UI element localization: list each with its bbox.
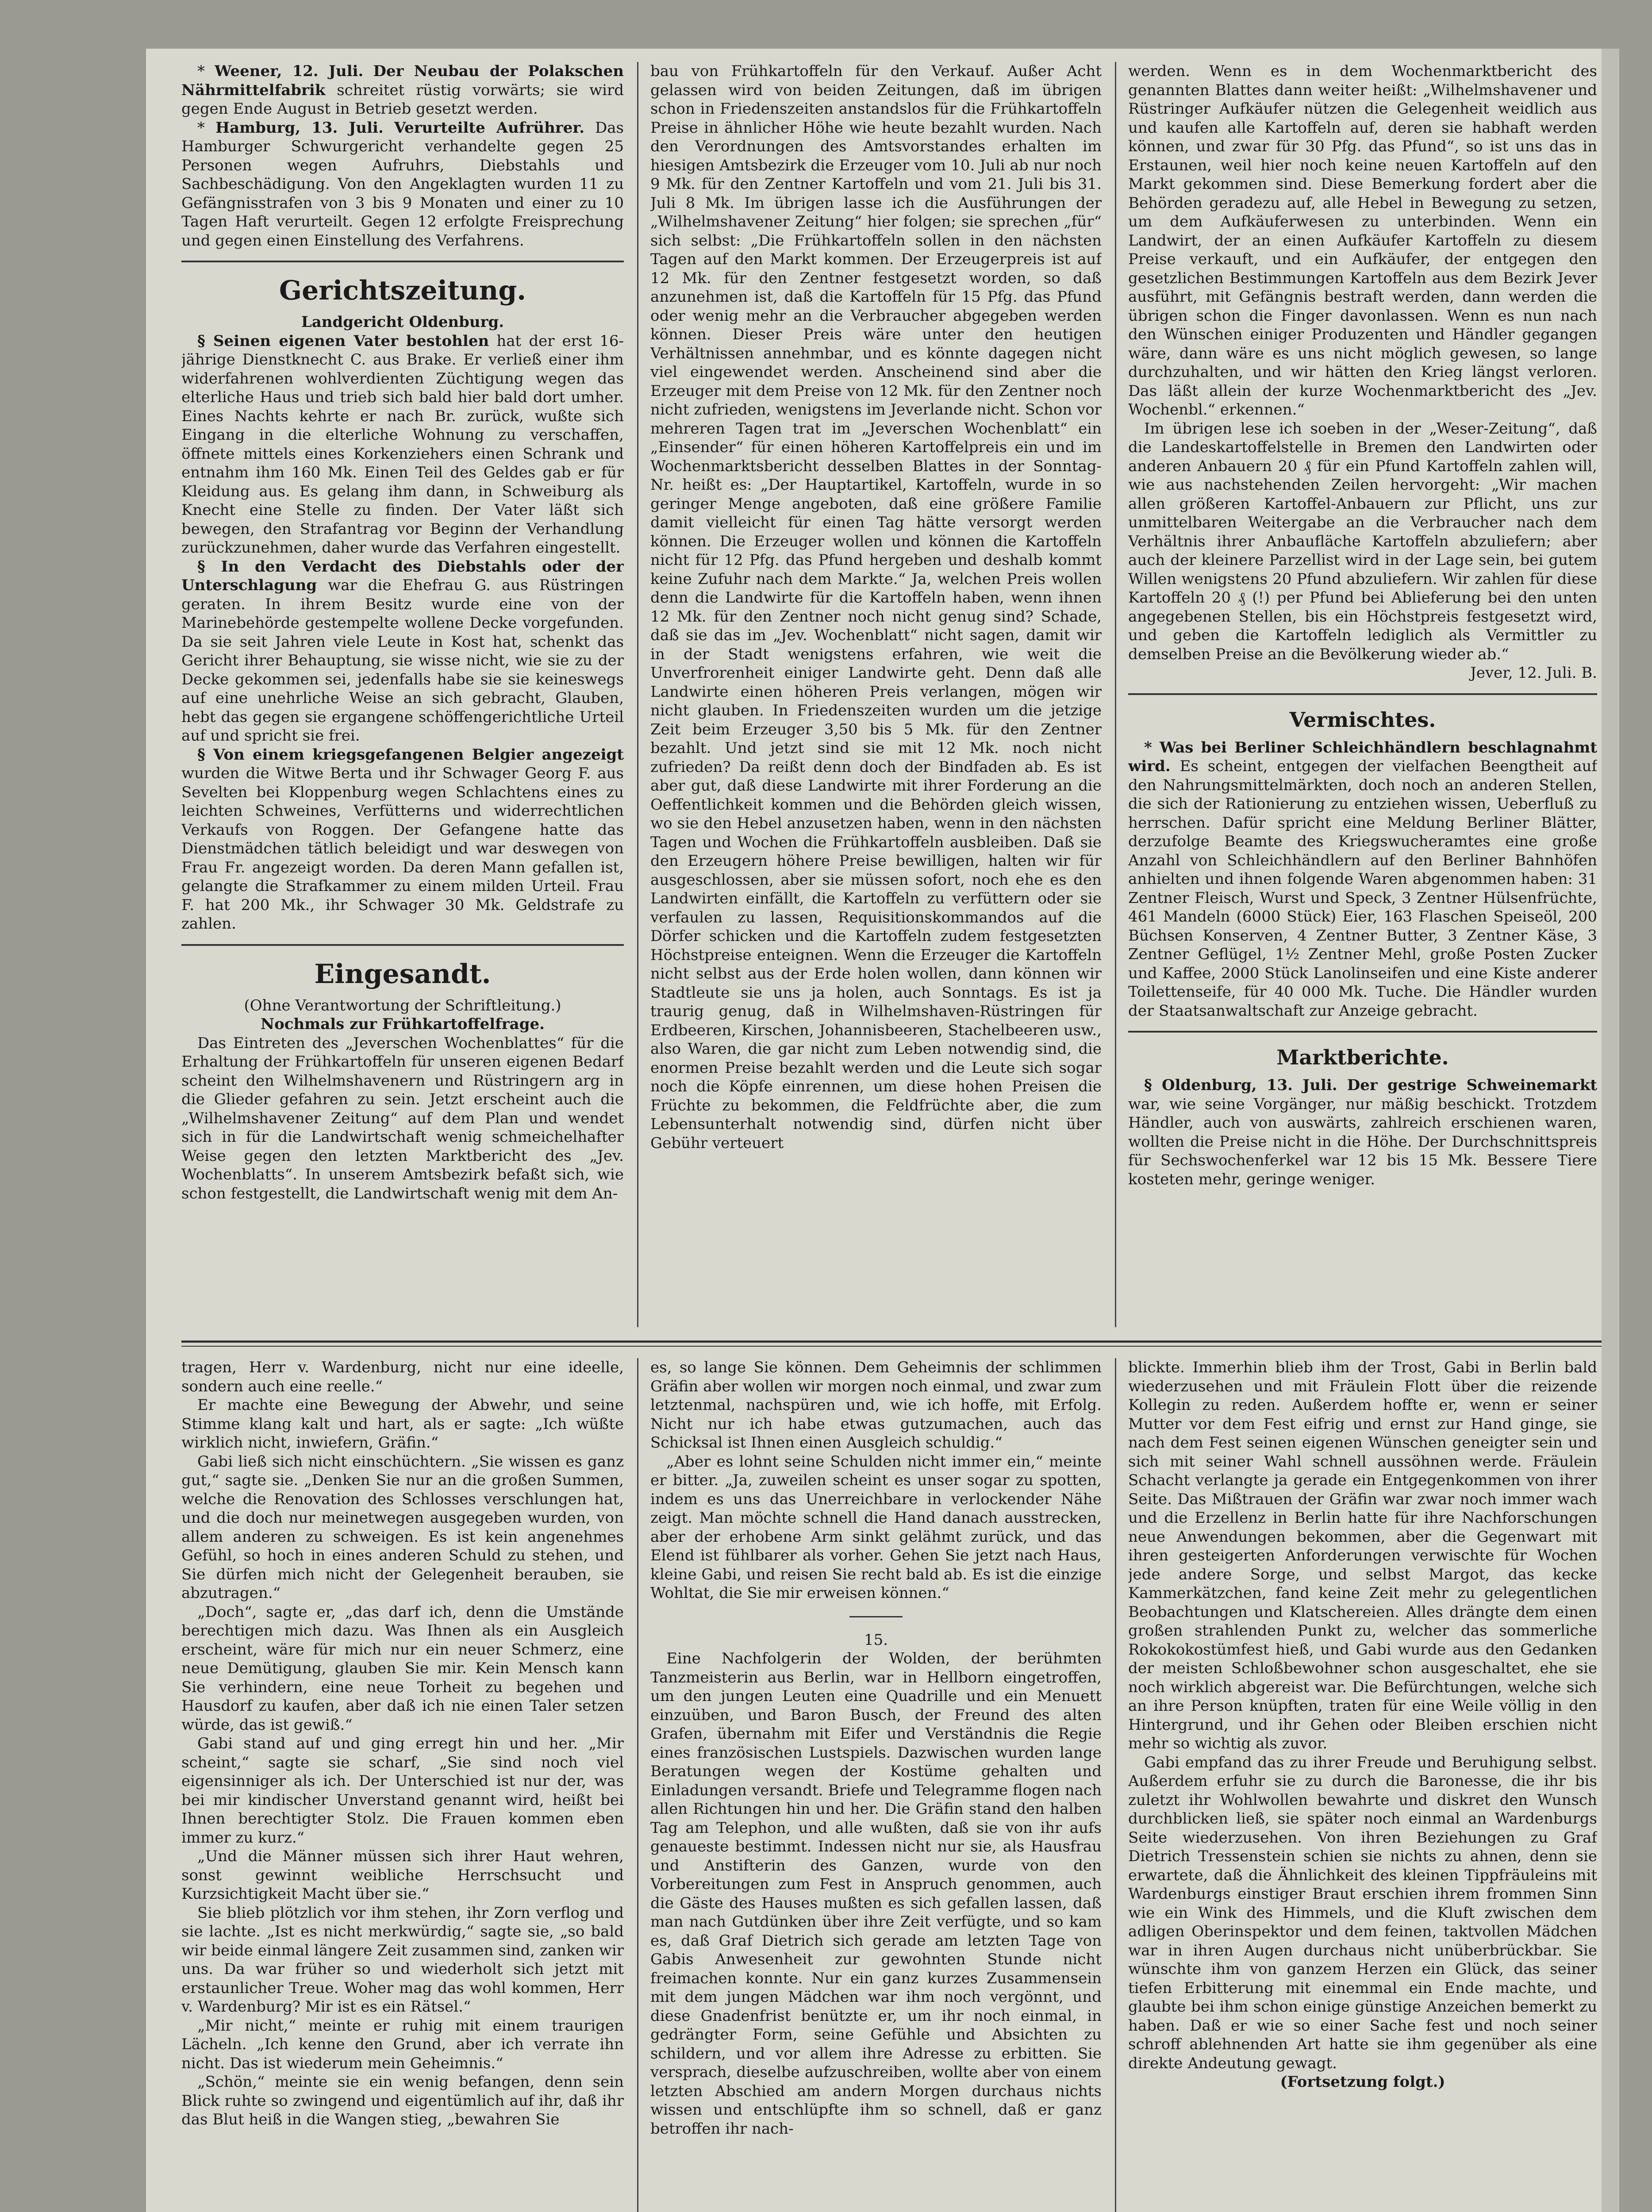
court-case-3 xyxy=(181,745,624,933)
news-hamburg-text: Das Hamburger Schwurgericht verhandelte gegen 25 Personen wegen Aufruhrs, Diebstahls und Sachbeschädigung. Von den Angeklagten wurden 11 zu Gefängnisstrafen von 3 bis 9 Monaten und einer zu 10 Tagen Haft verurteilt. Gegen 12 erfolgte Freisprechung und gegen einen Einstellung des Verfahrens. xyxy=(181,119,624,250)
chapter-number: 15. xyxy=(864,1631,888,1649)
court-title: Gerichtszeitung. xyxy=(279,275,526,306)
market-report xyxy=(1128,1076,1597,1189)
top-column-3 xyxy=(1128,62,1597,1332)
novel-paragraph: blickte. Immerhin blieb ihm der Trost, Gabi in Berlin bald wiederzusehen und mit Fräulein Flott über die reizende Kollegin zu reden. Außerdem hoffte er, wenn er seiner Mutter vor dem Fest eifrig und ernst zur Hand ginge, sie nach dem Fest seinen eigenen Wünschen geneigter sein und sich mit seiner Wahl schnell aussöhnen werde. Fräulein Schacht verlangte ja gerade ein Entgegenkommen von ihrer Seite. Das Mißtrauen der Gräfin war zwar noch immer wach und die Erzellenz in Berlin hatte für ihre Nachforschungen neue Anwendungen bekommen, aber die Gegenwart mit ihren gesteigerten Anforderungen verwischte für Wochen jede andere Sorge, und selbst Margot, das kecke Kammerkätzchen, fand keine Zeit mehr zu gelegentlichen Beobachtungen und Klatschereien. Alles drängte dem einen großen strahlenden Punkt zu, welcher das sommerliche Rokokokostümfest hieß, und Gabi wurde aus den Gedanken der meisten Schloßbewohner schon ausgeschaltet, ehe sie noch wirklich abgereist war. Die Befürchtungen, welche sich an ihre Person knüpften, traten für eine Weile völlig in den Hintergrund, und ihr Gehen oder Bleiben erschien nicht mehr so wichtig als zuvor. xyxy=(1128,1359,1597,1752)
novel-paragraph: Gabi ließ sich nicht einschüchtern. „Sie wissen es ganz gut,“ sagte sie. „Denken Sie nur an die großen Summen, welche die Renovation des Schlosses verschlungen hat, und die doch nur meinetwegen ausgegeben wurden, von allem anderen zu schweigen. Es ist kein angenehmes Gefühl, so hoch in eines anderen Schuld zu stehen, und Sie dürfen mich nicht der Gelegenheit berauben, sie abzutragen.“ xyxy=(181,1452,624,1602)
letter-signature: Jever, 12. Juli. B. xyxy=(1470,664,1597,682)
court-case-1-text: hat der erst 16-jährige Dienstknecht C. aus Brake. Er verließ einer ihm widerfahrenen wohlverdienten Züchtigung wegen das elterliche Haus und trieb sich bald hier bald dort umher. Eines Nachts kehrte er nach Br. zurück, wußte sich Eingang in die elterliche Wohnung zu verschaffen, öffnete mittels eines Korkenziehers einen Schrank und entnahm ihm 160 Mk. Einen Teil des Geldes gab er für Kleidung aus. Es gelang ihm dann, in Schweiburg als Knecht eine Stelle zu finden. Der Vater läßt sich bewegen, den Strafantrag vor Beginn der Verhandlung zurückzunehmen, daher wurde das Verfahren eingestellt. xyxy=(181,332,624,557)
novel-paragraph: Eine Nachfolgerin der Wolden, der berühmten Tanzmeisterin aus Berlin, war in Hellborn eingetroffen, um den jungen Leuten eine Quadrille und ein Menuett einzuüben, und Baron Busch, der Freund des alten Grafen, übernahm mit Eifer und Verständnis die Regie eines französischen Lustspiels. Dazwischen wurden lange Beratungen wegen der Kostüme gehalten und Einladungen versandt. Briefe und Telegramme flogen nach allen Richtungen hin und her. Die Gräfin stand den halben Tag am Telephon, und alle wußten, daß sie von ihr aufs genaueste bestimmt. Indessen nicht nur sie, als Hausfrau und Anstifterin des Ganzen, wurde von den Vorbereitungen zum Fest in Anspruch genommen, auch die Gäste des Hauses mußten es sich gefallen lassen, daß man nach Gutdünken über ihre Zeit verfügte, und so kam es, daß Graf Dietrich sich gerade am letzten Tage von Gabis Anwesenheit zur gewohnten Stunde nicht freimachen konnte. Nur ein ganz kurzes Zusammensein mit dem jungen Mädchen war ihm noch vergönnt, und diese Gnadenfrist benützte er, um ihr noch einmal, in gedrängter Form, seine Gefühle und Absichten zu schildern, und vor allem ihre Adresse zu erbitten. Sie versprach, dieselbe aufzuschreiben, wollte aber von einem letzten Abschied am andern Morgen durchaus nichts wissen und entschlüpfte ihm so schnell, daß er ganz betroffen ihr nach- xyxy=(650,1650,1102,2138)
divider xyxy=(181,944,624,946)
letters-title: Eingesandt. xyxy=(314,958,491,990)
novel-paragraph: tragen, Herr v. Wardenburg, nicht nur eine ideelle, sondern auch eine reelle.“ xyxy=(181,1359,624,1395)
news-hamburg-head: Verurteilte Aufrührer. xyxy=(394,119,585,137)
column-rule xyxy=(1115,1358,1116,2212)
potato-article-text: bau von Frühkartoffeln für den Verkauf. Außer Acht gelassen wird von beiden Zeitungen, daß im übrigen schon in Friedenszeiten anstandslos für die Frühkartoffeln Preise in ähnlicher Höhe wie heute bezahlt wurden. Nach den Verordnungen des Amtsvorstandes erhalten im hiesigen Amtsbezirk die Erzeuger vom 10. Juli ab nur noch 9 Mk. für den Zentner Kartoffeln und vom 21. Juli bis 31. Juli 8 Mk. Im übrigen lasse ich die Ausführungen der „Wilhelmshavener Zeitung“ hier folgen; sie sprechen „für“ sich selbst: „Die Frühkartoffeln sollen in den nächsten Tagen auf den Markt kommen. Der Erzeugerpreis ist auf 12 Mk. für den Zentner festgesetzt worden, so daß anzunehmen ist, daß die Kartoffeln für 15 Pfg. das Pfund oder wenig mehr an die Verbraucher abgegeben werden können. Dieser Preis wäre unter den heutigen Verhältnissen annehmbar, und es könnte dagegen nicht viel eingewendet werden. Anscheinend sind aber die Erzeuger mit dem Preise von 12 Mk. für den Zentner noch nicht zufrieden, wenigstens im Jeverlande nicht. Schon vor mehreren Tagen trat im „Jeverschen Wochenblatt“ ein „Einsender“ für einen höheren Kartoffelpreis ein und im Wochenmarktsbericht desselben Blattes in der Sonntag-Nr. heißt es: „Der Hauptartikel, Kartoffeln, wurde in so geringer Menge angeboten, daß eine größere Familie damit vielleicht für einen Tag hätte versorgt werden können. Die Erzeuger wollen und können die Kartoffeln nicht für 12 Pfg. das Pfund hergeben und deshalb kommt keine Zufuhr nach dem Markte.“ Ja, welchen Preis wollen denn die Landwirte für die Kartoffeln haben, wenn ihnen 12 Mk. für den Zentner noch nicht genug sind? Schade, daß sie das im „Jev. Wochenblatt“ nicht sagen, damit wir in der Stadt wenigstens erfahren, wie weit die Unverfrorenheit einiger Landwirte geht. Denn daß alle Landwirte einen höheren Preis verlangen, mögen wir nicht glauben. In Friedenszeiten wurden um die jetzige Zeit beim Erzeuger 3,50 bis 5 Mk. für den Zentner bezahlt. Und jetzt sind sie mit 12 Mk. noch nicht zufrieden? Da reißt denn doch der Bindfaden ab. Es ist aber gut, daß diese Landwirte mit ihrer Forderung an die Oeffentlichkeit kommen und die Behörden gleich wissen, wo sie den Hebel anzusetzen haben, wenn in den nächsten Tagen und Wochen die Frühkartoffeln ausbleiben. Daß sie den Erzeugern höhere Preise bewilligen, halten wir für ausgeschlossen, aber sie müssen sofort, noch ehe es den Landwirten einfällt, die Kartoffeln zu verfüttern oder sie verfaulen zu lassen, Requisitionskommandos auf die Dörfer schicken und die Kartoffeln zudem festgesetzten Höchstpreise enteignen. Wenn die Erzeuger die Kartoffeln nicht selbst aus der Erde holen wollen, dann können wir Stadtleute sie uns ja holen, auch Sonntags. Es ist ja traurig genug, daß in Wilhelmshaven-Rüstringen für Erdbeeren, Kirschen, Johannisbeeren, Stachelbeeren usw., also Waren, die gar nicht zum Leben notwendig sind, die enormen Preise bezahlt werden und die Leute sich sogar noch die Köpfe einrennen, um diese hohen Preisen die Früchte zu bekommen, die Feldfrüchte aber, die zum Lebensunterhalt notwendig sind, dürfen nicht über Gebühr verteuert xyxy=(650,62,1102,1152)
court-case-2-text: war die Ehefrau G. aus Rüstringen geraten. In ihrem Besitz wurde eine von der Marinebehörde gestempelte wollene Decke vorgefunden. Da sie seit Jahren viele Leute in Kost hat, schenkt das Gericht ihrer Behauptung, sie wisse nicht, wie sie zu der Decke gekommen sei, jedenfalls habe sie sie keineswegs auf eine unehrliche Weise an sich gebracht, Glauben, hebt das gegen sie ergangene schöffengerichtliche Urteil auf und spricht sie frei. xyxy=(181,576,624,745)
novel-paragraph: „Doch“, sagte er, „das darf ich, denn die Umstände berechtigen mich dazu. Was Ihnen als ein Ausgleich erscheint, wäre für mich nur ein neuer Schmerz, eine neue Demütigung, glauben Sie mir. Kein Mensch kann Sie verhindern, eine neue Torheit zu begehen und Hausdorf zu kaufen, aber daß ich nie einen Taler setzen würde, das ist gewiß.“ xyxy=(181,1603,624,1734)
misc-title: Vermischtes. xyxy=(1289,707,1436,732)
novel-paragraph: Er machte eine Bewegung der Abwehr, und seine Stimme klang kalt und hart, als er sagte: „Ich wüßte wirklich nicht, inwiefern, Gräfin.“ xyxy=(181,1396,624,1452)
news-hamburg: * Hamburg, 13. Juli. Verurteilte Aufrührer. Das Hamburger Schwurgericht verhandelte gegen 25 Personen wegen Aufruhrs, Diebstahls und Sachbeschädigung. Von den Angeklagten wurden 11 zu Gefängnisstrafen von 3 bis 9 Monaten und einer zu 10 Tagen Haft verurteilt. Gegen 12 erfolgte Freisprechung und gegen einen Einstellung des Verfahrens. xyxy=(181,119,624,250)
divider xyxy=(1128,693,1597,695)
misc-article xyxy=(1128,738,1597,1021)
news-weener: * Weener, 12. Juli. Der Neubau der Polakschen Nährmittelfabrik schreitet rüstig vorwärts; sie wird gegen Ende August in Betrieb gesetzt werden. xyxy=(181,62,624,118)
market-title: Marktberichte. xyxy=(1276,1045,1449,1069)
novel-column-1 xyxy=(181,1358,624,2212)
divider xyxy=(1128,1031,1597,1033)
chapter-rule xyxy=(849,1616,903,1617)
section-rule xyxy=(181,1340,1602,1343)
novel-paragraph: „Und die Männer müssen sich ihrer Haut wehren, sonst gewinnt weibliche Herrschsucht und Kurzsichtigkeit Macht über sie.“ xyxy=(181,1847,624,1903)
novel-paragraph: es, so lange Sie können. Dem Geheimnis der schlimmen Gräfin aber wollen wir morgen noch einmal, und zwar zum letztenmal, nachspüren und, wie ich hoffe, mit Erfolg. Nicht nur ich habe etwas gutzumachen, auch das Schicksal ist Ihnen einen Ausgleich schuldig.“ xyxy=(650,1359,1102,1452)
news-weener-place: Weener, 12. Juli. xyxy=(215,62,364,80)
misc-article-text: Es scheint, entgegen der vielfachen Beengtheit auf den Nahrungsmittelmärkten, doch noch an anderen Stellen, die sich der Rationierung zu entziehen wissen, Ueberfluß zu herrschen. Dafür spricht eine Meldung Berliner Blätter, derzufolge Beamte des Kriegswucheramtes eine große Anzahl von Schleichhändlern auf den Berliner Bahnhöfen anhielten und ihnen folgende Waren abgenommen haben: 31 Zentner Fleisch, Wurst und Speck, 3 Zentner Hülsenfrüchte, 461 Mandeln (6000 Stück) Eier, 163 Flaschen Speiseöl, 200 Büchsen Konserven, 4 Zentner Butter, 3 Zentner Käse, 3 Zentner Geflügel, 1½ Zentner Mehl, große Posten Zucker und Kaffee, 2000 Stück Lanolinseifen und eine Kiste anderer Toilettenseife, für 40 000 Mk. Tuche. Die Händler wurden der Staatsanwaltschaft zur Anzeige gebracht. xyxy=(1128,757,1597,1020)
top-column-2 xyxy=(650,62,1102,1332)
novel-column-2 xyxy=(650,1358,1102,2212)
top-column-1 xyxy=(181,62,624,1332)
news-weener-text: schreitet rüstig vorwärts; sie wird gegen Ende August in Betrieb gesetzt werden. xyxy=(181,81,624,118)
news-weener-head: Der Neubau der Polakschen Nährmittelfabrik xyxy=(181,62,624,99)
novel-paragraph: „Aber es lohnt seine Schulden nicht immer ein,“ meinte er bitter. „Ja, zuweilen scheint es unser sogar zu spotten, indem es uns das Unerreichbare in verlockender Nähe zeigt. Man möchte schnell die Hand danach ausstrecken, aber der erhobene Arm sinkt gelähmt zurück, und das Elend ist fühlbarer als vorher. Gehen Sie jetzt nach Haus, kleine Gabi, und reisen Sie recht bald ab. Es ist die einzige Wohltat, die Sie mir erweisen können.“ xyxy=(650,1452,1102,1602)
divider xyxy=(181,261,624,262)
column-rule xyxy=(637,62,638,1327)
novel-column-3 xyxy=(1128,1358,1597,2212)
novel-paragraph: „Schön,“ meinte sie ein wenig befangen, denn sein Blick ruhte so zwingend und eigentümlich auf ihr, daß ihr das Blut heiß in die Wangen stieg, „bewahren Sie xyxy=(181,2073,624,2128)
novel-paragraph: Gabi stand auf und ging erregt hin und her. „Mir scheint,“ sagte sie scharf, „Sie sind noch viel eigensinniger als ich. Der Unterschied ist nur der, was bei mir kindischer Unverstand genannt wird, heißt bei Ihnen berechtigter Stolz. Die Frauen kommen eben immer zu kurz.“ xyxy=(181,1735,624,1847)
court-case-3-head: § Von einem kriegsgefangenen Belgier angezeigt xyxy=(197,745,624,764)
novel-paragraph: „Mir nicht,“ meinte er ruhig mit einem traurigen Lächeln. „Ich kenne den Grund, aber ich verrate ihn nicht. Das ist wiederum mein Geheimnis.“ xyxy=(181,2016,624,2072)
misc-article-head: * Was bei Berliner Schleichhändlern beschlagnahmt wird. xyxy=(1128,738,1597,775)
news-hamburg-place: Hamburg, 13. Juli. xyxy=(215,119,384,137)
court-case-3-text: wurden die Witwe Berta und ihr Schwager Georg F. aus Sevelten bei Kloppenburg wegen Schlachtens eines zu leichten Schweines, Verfütterns und widerrechtlichen Verkaufs von Roggen. Der Gefangene hatte das Dienstmädchen tätlich beleidigt und war deswegen von Frau Fr. angezeigt worden. Da deren Mann gefallen ist, gelangte die Strafkammer zu einem milden Urteil. Frau F. hat 200 Mk., ihr Schwager 30 Mk. Geldstrafe zu zahlen. xyxy=(181,764,624,933)
market-report-text: war, wie seine Vorgänger, nur mäßig beschickt. Trotzdem Händler, auch von auswärts, zahlreich erschienen waren, wollten die Preise nicht in die Höhe. Der Durchschnittspreis für Sechswochenferkel war 12 bis 15 Mk. Bessere Tiere kosteten mehr, geringe weniger. xyxy=(1128,1095,1597,1188)
section-rule xyxy=(181,1346,1602,1347)
letters-note: (Ohne Verantwortung der Schriftleitung.) xyxy=(244,996,561,1014)
column-rule xyxy=(1115,62,1116,1327)
potato-article-weser: Im übrigen lese ich soeben in der „Weser-Zeitung“, daß die Landeskartoffelstelle in Bremen den Landwirten oder anderen Anbauern 20 ₰ für ein Pfund Kartoffeln zahlen will, wie aus nachstehenden Zeilen hervorgeht: „Wir machen allen größeren Kartoffel-Anbauern zur Pflicht, uns zur unmittelbaren Weitergabe an die Verbraucher nach dem Verhältnis ihrer Anbaufläche Kartoffeln abzuliefern; aber auch der kleinere Parzellist wird in der Lage sein, bei gutem Willen wenigstens 20 Pfund abzuliefern. Wir zahlen für diese Kartoffeln 20 ₰ (!) per Pfund bei Ablieferung bei den unten angegebenen Stellen, bis ein Höchstpreis festgesetzt wird, und geben die Kartoffeln lediglich als Vermittler zu demselben Preise an die Bevölkerung wieder ab.“ xyxy=(1128,419,1597,663)
court-case-2-head: § In den Verdacht des Diebstahls oder der Unterschlagung xyxy=(181,557,624,594)
court-case-2 xyxy=(181,557,624,745)
newspaper-page xyxy=(146,49,1619,2212)
column-rule xyxy=(637,1358,638,2212)
market-report-head: § Oldenburg, 13. Juli. Der gestrige Schweinemarkt xyxy=(1144,1076,1597,1094)
court-case-1 xyxy=(181,332,624,557)
continuation-note: (Fortsetzung folgt.) xyxy=(1280,2073,1445,2091)
court-case-1-head: § Seinen eigenen Vater bestohlen xyxy=(197,332,489,350)
letters-text: Das Eintreten des „Jeverschen Wochenblattes“ für die Erhaltung der Frühkartoffeln für unseren eigenen Bedarf scheint den Wilhelmshavenern und Rüstringern arg in die Glieder gefahren zu sein. Jetzt erscheint auch die „Wilhelmshavener Zeitung“ auf dem Plan und wendet sich in für die Landwirtschaft wenig schmeichelhafter Weise gegen den letzten Marktbericht des „Jev. Wochenblatts“. In unserem Amtsbezirk befaßt sich, wie schon festgestellt, die Landwirtschaft wenig mit dem An- xyxy=(181,1034,624,1202)
page-edge xyxy=(1602,49,1619,2212)
court-subtitle: Landgericht Oldenburg. xyxy=(301,313,504,331)
novel-paragraph: Sie blieb plötzlich vor ihm stehen, ihr Zorn verflog und sie lachte. „Ist es nicht merkwürdig,“ sagte sie, „so bald wir beide einmal längere Zeit zusammen sind, zanken wir uns. Da war früher so und wiederholt sich jetzt mit erstaunlicher Treue. Woher mag das wohl kommen, Herr v. Wardenburg? Mir ist es ein Rätsel.“ xyxy=(181,1904,624,2016)
novel-paragraph: Gabi empfand das zu ihrer Freude und Beruhigung selbst. Außerdem erfuhr sie zu durch die Baronesse, die ihr bis zuletzt ihr Wohlwollen bewahrte und diskret den Wunsch durchblicken ließ, sie später noch einmal an Wardenburgs Seite wiederzusehen. Von ihren Beziehungen zu Graf Dietrich Tressenstein schien sie nichts zu ahnen, denn sie erwartete, daß die Ähnlichkeit des kleinen Tippfräuleins mit Wardenburgs einstiger Braut erschien ihrem frommen Sinn wie ein Wink des Himmels, und die Kluft zwischen dem adligen Oberinspektor und dem feinen, taktvollen Mädchen war in ihren Augen durchaus nicht unüberbrückbar. Sie wünschte ihm von ganzem Herzen ein Glück, das seiner tiefen Erbitterung mit einemmal ein Ende machte, und glaubte bei ihm schon einige günstige Anzeichen bemerkt zu haben. Daß er wie so einer Sache fest und noch seiner schroff ablehnenden Art hatte sie ihm gegenüber als eine direkte Andeutung gewagt. xyxy=(1128,1753,1597,2072)
letters-subtitle: Nochmals zur Frühkartoffelfrage. xyxy=(261,1015,545,1033)
potato-article-cont: werden. Wenn es in dem Wochenmarktbericht des genannten Blattes dann weiter heißt: „Wilhelmshavener und Rüstringer Aufkäufer nützen die Gelegenheit weidlich aus und kaufen alle Kartoffeln auf, deren sie habhaft werden können, und zwar für 30 Pfg. das Pfund“, so ist uns das in Erstaunen, weil hier noch keine neuen Kartoffeln auf den Markt gekommen sind. Diese Bemerkung fordert aber die Behörden geradezu auf, alle Hebel in Bewegung zu setzen, um dem Aufkäuferwesen zu unterbinden. Wenn ein Landwirt, der an einen Aufkäufer Kartoffeln zu diesem Preise verkauft, und ein Aufkäufer, der entgegen den gesetzlichen Bestimmungen Kartoffeln aus dem Bezirk Jever ausführt, mit Gefängnis bestraft werden, dann werden die übrigen schon die Finger davonlassen. Wenn es nun nach den Wünschen einiger Produzenten und Händler gegangen wäre, dann wäre es uns nicht möglich gewesen, so lange durchzuhalten, und wir hätten den Krieg längst verloren. Das läßt allein der kurze Wochenmarktbericht des „Jev. Wochenbl.“ erkennen.“ xyxy=(1128,62,1597,419)
